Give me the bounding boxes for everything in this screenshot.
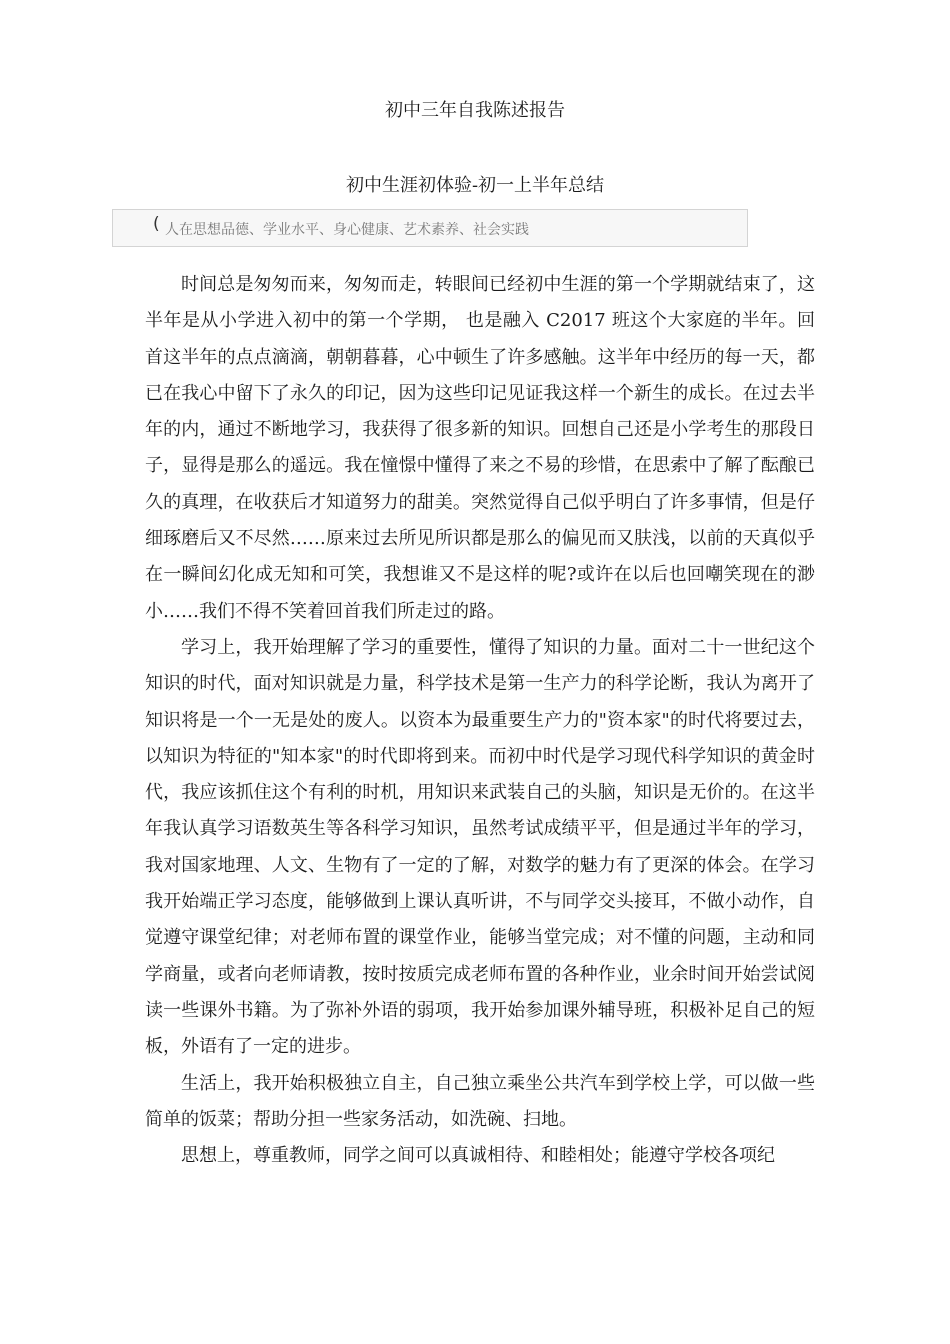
document-title: 初中三年自我陈述报告 xyxy=(385,100,565,121)
field-open-paren: ( xyxy=(153,214,160,234)
paragraph-life: 生活上，我开始积极独立自主，自己独立乘坐公共汽车到学校上学，可以做一些简单的饭菜；帮助分担一些家务活动，如洗碗、扫地。 xyxy=(145,1072,815,1130)
text-field-box[interactable] xyxy=(112,209,748,247)
paragraph-thought: 思想上，尊重教师，同学之间可以真诚相待、和睦相处；能遵守学校各项纪 xyxy=(181,1145,775,1167)
paragraph-intro: 时间总是匆匆而来，匆匆而走，转眼间已经初中生涯的第一个学期就结束了，这半年是从小学进入初中的第一个学期， 也是融入 C2017 班这个大家庭的半年。回首这半年的点点滴滴，朝朝暮暮，心中顿生了许多感触。这半年中经历的每一天，都已在我心中留下了永久的印记，因为这些印记见证我这样一个新生的成长。在过去半年的内，通过不断地学习，我获得了很多新的知识。回想自己还是小学考生的那段日子，显得是那么的遥远。我在憧憬中懂得了来之不易的珍惜，在思索中了解了酝酿已久的真理，在收获后才知道努力的甜美。突然觉得自己似乎明白了许多事情，但是仔细琢磨后又不尽然……原来过去所见所识都是那么的偏见而又肤浅，以前的天真似乎在一瞬间幻化成无知和可笑，我想谁又不是这样的呢?或许在以后也回嘲笑现在的渺小……我们不得不笑着回首我们所走过的路。 xyxy=(145,274,815,622)
document-body xyxy=(145,267,815,1174)
paragraph-study: 学习上，我开始理解了学习的重要性，懂得了知识的力量。面对二十一世纪这个知识的时代，面对知识就是力量，科学技术是第一生产力的科学论断，我认为离开了知识将是一个一无是处的废人。以资本为最重要生产力的"资本家"的时代将要过去，以知识为特征的"知本家"的时代即将到来。而初中时代是学习现代科学知识的黄金时代，我应该抓住这个有利的时机，用知识来武装自己的头脑，知识是无价的。在这半年我认真学习语数英生等各科学习知识，虽然考试成绩平平，但是通过半年的学习，我对国家地理、人文、生物有了一定的了解，对数学的魅力有了更深的体会。在学习我开始端正学习态度，能够做到上课认真听讲，不与同学交头接耳，不做小动作，自觉遵守课堂纪律；对老师布置的课堂作业，能够当堂完成；对不懂的问题，主动和同学商量，或者向老师请教，按时按质完成老师布置的各种作业，业余时间开始尝试阅读一些课外书籍。为了弥补外语的弱项，我开始参加课外辅导班，积极补足自己的短板，外语有了一定的进步。 xyxy=(145,636,815,1058)
document-subtitle: 初中生涯初体验-初一上半年总结 xyxy=(345,175,605,196)
field-text: 人在思想品德、学业水平、身心健康、艺术素养、社会实践 xyxy=(165,222,529,238)
